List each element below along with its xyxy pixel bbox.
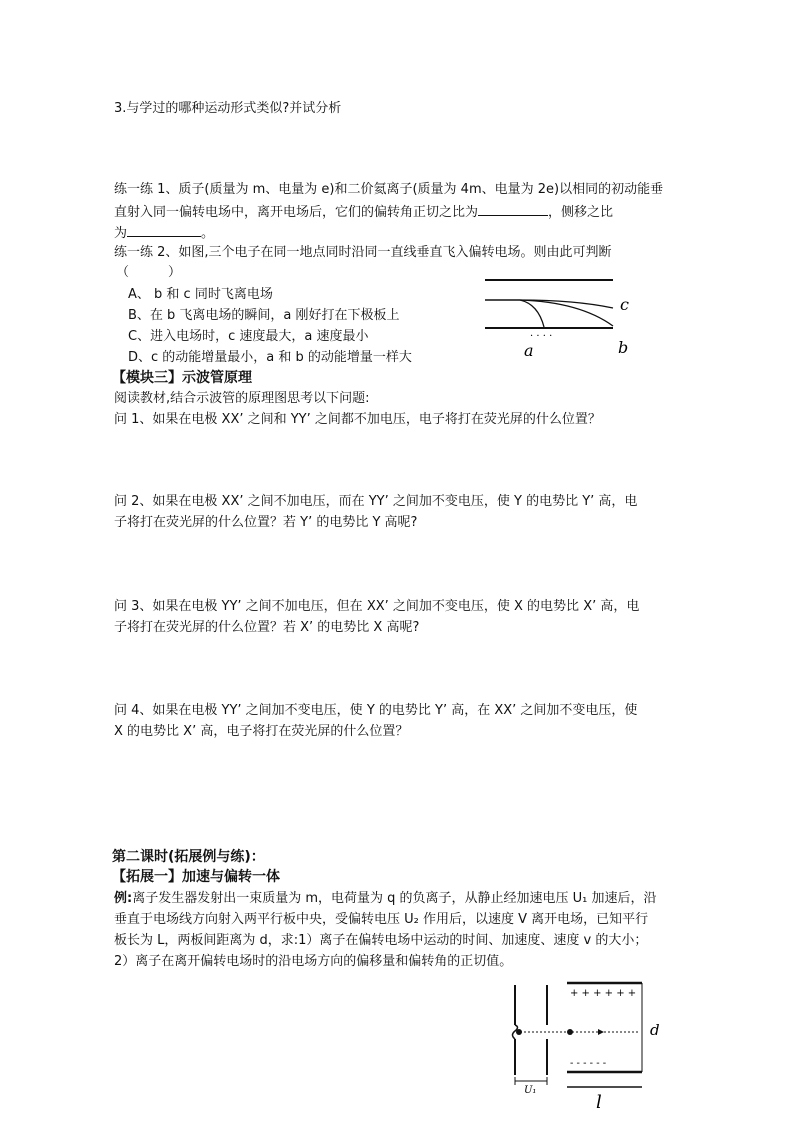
option-d: D、c 的动能增量最小，a 和 b 的动能增量一样大 — [128, 350, 412, 365]
module-3-q2a: 问 2、如果在电极 XX’ 之间不加电压，而在 YY’ 之间加不变电压，使 Y 的电势比 Y’ 高，电 — [114, 494, 638, 509]
exercise-1-line2a: 直射入同一偏转电场中，离开电场后，它们的偏转角正切之比为 — [114, 205, 479, 220]
dots: · · · · — [530, 331, 553, 342]
module-3-q4b: X 的电势比 X’ 高，电子将打在荧光屏的什么位置？ — [114, 724, 409, 739]
question-3: 3.与学过的哪种运动形式类似?并试分析 — [114, 101, 342, 116]
example-line4: 2）离子在离开偏转电场时的沿电场方向的偏移量和偏转角的正切值。 — [114, 954, 513, 969]
exercise-1-line3a: 为 — [114, 226, 128, 241]
trajectory-b — [520, 300, 613, 326]
module-3-title: 【模块三】示波管原理 — [112, 370, 252, 386]
option-c: C、进入电场时，c 速度最大，a 速度最小 — [128, 329, 369, 344]
trajectory-a — [520, 300, 544, 327]
label-b: b — [618, 338, 629, 357]
exercise-1-line3b: 。 — [201, 226, 215, 241]
module-3-intro: 阅读教材,结合示波管的原理图思考以下问题: — [114, 391, 370, 406]
option-b: B、在 b 飞离电场的瞬间，a 刚好打在下极板上 — [128, 308, 400, 323]
deflection-figure-1 — [480, 272, 640, 362]
ion-start — [516, 1029, 522, 1035]
module-3-q4a: 问 4、如果在电极 YY’ 之间加不变电压，使 Y 的电势比 Y’ 高，在 XX’ 之间加不变电压，使 — [114, 703, 638, 718]
example-line3: 板长为 L，两板间距离为 d，求:1）离子在偏转电场中运动的时间、加速度、速度 v 的大小； — [114, 933, 648, 948]
label-l: l — [596, 1092, 602, 1110]
answer-blank-1[interactable] — [478, 215, 548, 216]
example-line1: 离子发生器发射出一束质量为 m，电荷量为 q 的负离子，从静止经加速电压 U₁ 加速后，沿 — [132, 891, 657, 906]
accelerator-deflector-figure — [500, 975, 680, 1110]
beam-arrow — [598, 1029, 604, 1035]
exercise-2-stem: 练一练 2、如图,三个电子在同一地点同时沿同一直线垂直飞入偏转电场。则由此可判断 — [114, 245, 612, 260]
module-3-q3a: 问 3、如果在电极 YY’ 之间不加电压，但在 XX’ 之间加不变电压，使 X 的电势比 X’ 高，电 — [114, 599, 640, 614]
module-3-q3b: 子将打在荧光屏的什么位置？若 X’ 的电势比 X 高呢? — [114, 620, 420, 635]
label-u1: U₁ — [524, 1085, 537, 1096]
label-a: a — [524, 341, 534, 360]
label-c: c — [620, 295, 629, 314]
label-d: d — [650, 1021, 660, 1039]
answer-paren[interactable]: （ ） — [116, 265, 182, 280]
ion — [567, 1029, 573, 1035]
extension-1-title: 【拓展一】加速与偏转一体 — [112, 869, 280, 885]
module-3-q2b: 子将打在荧光屏的什么位置？若 Y’ 的电势比 Y 高呢? — [114, 515, 418, 530]
plus-signs: + + + + + + — [570, 988, 637, 999]
exercise-1-line1: 练一练 1、质子(质量为 m、电量为 e)和二价氦离子(质量为 4m、电量为 2e)以相同的初动能垂 — [114, 182, 664, 197]
example-line2: 垂直于电场线方向射入两平行板中央，受偏转电压 U₂ 作用后，以速度 V 离开电场，已知平行 — [114, 912, 649, 927]
exercise-1-line2b: ，侧移之比 — [548, 205, 614, 220]
lesson-2-title: 第二课时(拓展例与练)： — [112, 849, 265, 865]
minus-signs: - - - - - - — [570, 1058, 607, 1069]
module-3-q1: 问 1、如果在电极 XX’ 之间和 YY’ 之间都不加电压，电子将打在荧光屏的什么位置？ — [114, 412, 601, 427]
answer-blank-2[interactable] — [127, 236, 201, 237]
example-label: 例: — [114, 891, 133, 906]
option-a: A、 b 和 c 同时飞离电场 — [128, 287, 273, 302]
